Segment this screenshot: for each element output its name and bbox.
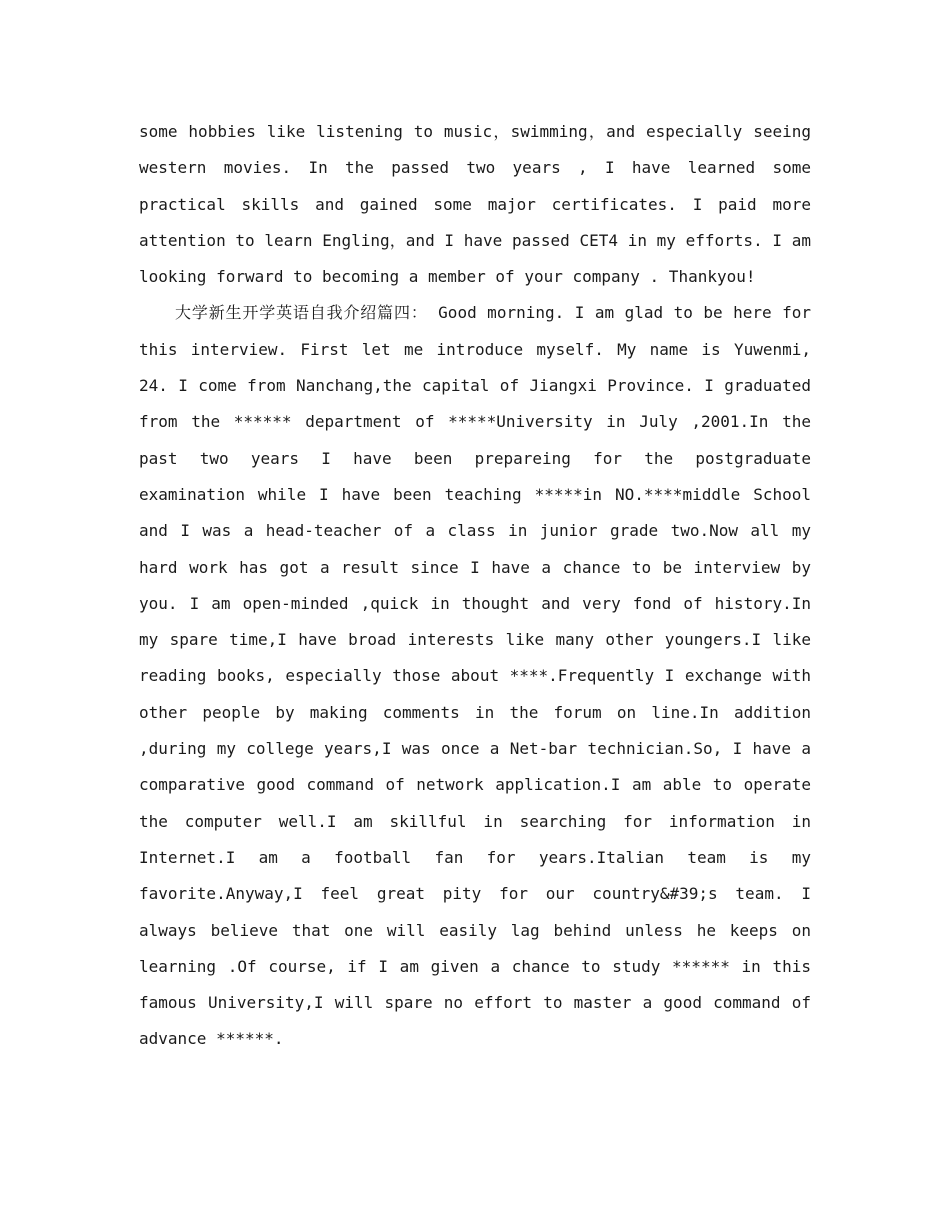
paragraph-section-four: 大学新生开学英语自我介绍篇四： Good morning. I am glad to be here for this interview. First let me introduce myself. My name is Yuwenmi, 24. I come from Nanchang,the capital of Jiangxi Province. I graduated from the ****** department of *****University in July ,2001.In the past two years I have been prepareing for the postgraduate examination while I have been teaching *****in NO.****middle School and I was a head-teacher of a class in junior grade two.Now all my hard work has got a result since I have a chance to be interview by you. I am open-minded ,quick in thought and very fond of history.In my spare time,I have broad interests like many other youngers.I like reading books, especially those about ****.Frequently I exchange with other people by making comments in the forum on line.In addition ,during my college years,I was once a Net-bar technician.So, I have a comparative good command of network application.I am able to operate the computer well.I am skillful in searching for information in Internet.I am a football fan for years.Italian team is my favorite.Anyway,I feel great pity for our country&#39;s team. I always believe that one will easily lag behind unless he keeps on learning .Of course, if I am given a chance to study ****** in this famous University,I will spare no effort to master a good command of advance ******.	[139, 303, 811, 1049]
paragraph-continued: some hobbies like listening to music，swimming，and especially seeing western movies. In the passed two years , I have learned some practical skills and gained some major certificates. I paid more attention to learn Engling，and I have passed CET4 in my efforts. I am looking forward to becoming a member of your company . Thankyou!	[139, 122, 811, 287]
document-body	[139, 114, 811, 1058]
